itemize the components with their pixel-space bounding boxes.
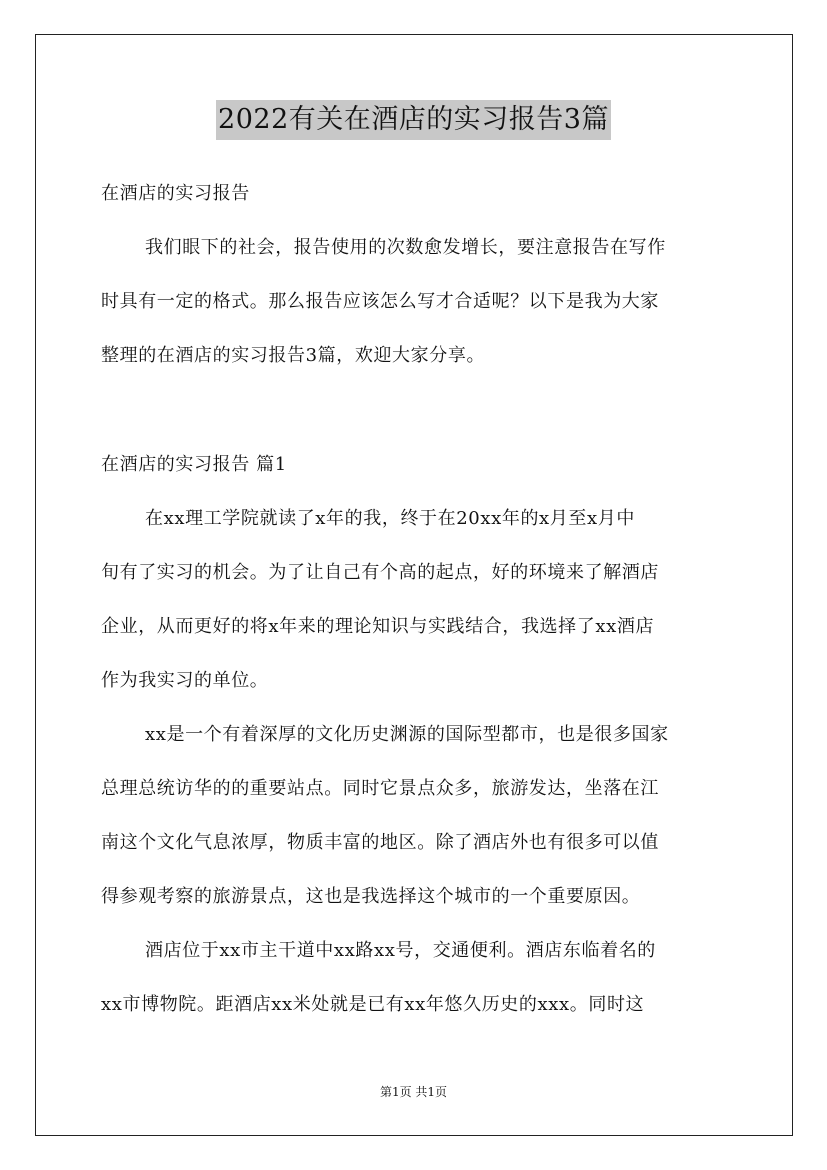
paragraph-line: 总理总统访华的的重要站点。同时它景点众多，旅游发达，坐落在江 bbox=[101, 778, 659, 799]
paragraph-line: 在xx理工学院就读了x年的我，终于在20xx年的x月至x月中 bbox=[145, 508, 635, 529]
paragraph-line: 酒店位于xx市主干道中xx路xx号，交通便利。酒店东临着名的 bbox=[145, 940, 656, 961]
paragraph-line: 得参观考察的旅游景点，这也是我选择这个城市的一个重要原因。 bbox=[101, 886, 641, 907]
paragraph-line: 我们眼下的社会，报告使用的次数愈发增长，要注意报告在写作 bbox=[145, 237, 666, 258]
paragraph-line: 时具有一定的格式。那么报告应该怎么写才合适呢？以下是我为大家 bbox=[101, 291, 659, 312]
paragraph-line: 企业，从而更好的将x年来的理论知识与实践结合，我选择了xx酒店 bbox=[101, 616, 655, 637]
title-block bbox=[0, 100, 827, 140]
paragraph-line: xx市博物院。距酒店xx米处就是已有xx年悠久历史的xxx。同时这 bbox=[101, 994, 645, 1015]
paragraph-line: 整理的在酒店的实习报告3篇，欢迎大家分享。 bbox=[101, 345, 486, 366]
paragraph-line: xx是一个有着深厚的文化历史渊源的国际型都市，也是很多国家 bbox=[145, 724, 669, 745]
page-footer: 第1页 共1页 bbox=[379, 1085, 448, 1099]
section-heading: 在酒店的实习报告 bbox=[101, 183, 250, 204]
paragraph-line: 南这个文化气息浓厚，物质丰富的地区。除了酒店外也有很多可以值 bbox=[101, 832, 659, 853]
document-title: 2022有关在酒店的实习报告3篇 bbox=[216, 100, 611, 140]
section-heading: 在酒店的实习报告 篇1 bbox=[101, 454, 287, 475]
paragraph-line: 旬有了实习的机会。为了让自己有个高的起点，好的环境来了解酒店 bbox=[101, 562, 659, 583]
paragraph-line: 作为我实习的单位。 bbox=[101, 670, 269, 691]
